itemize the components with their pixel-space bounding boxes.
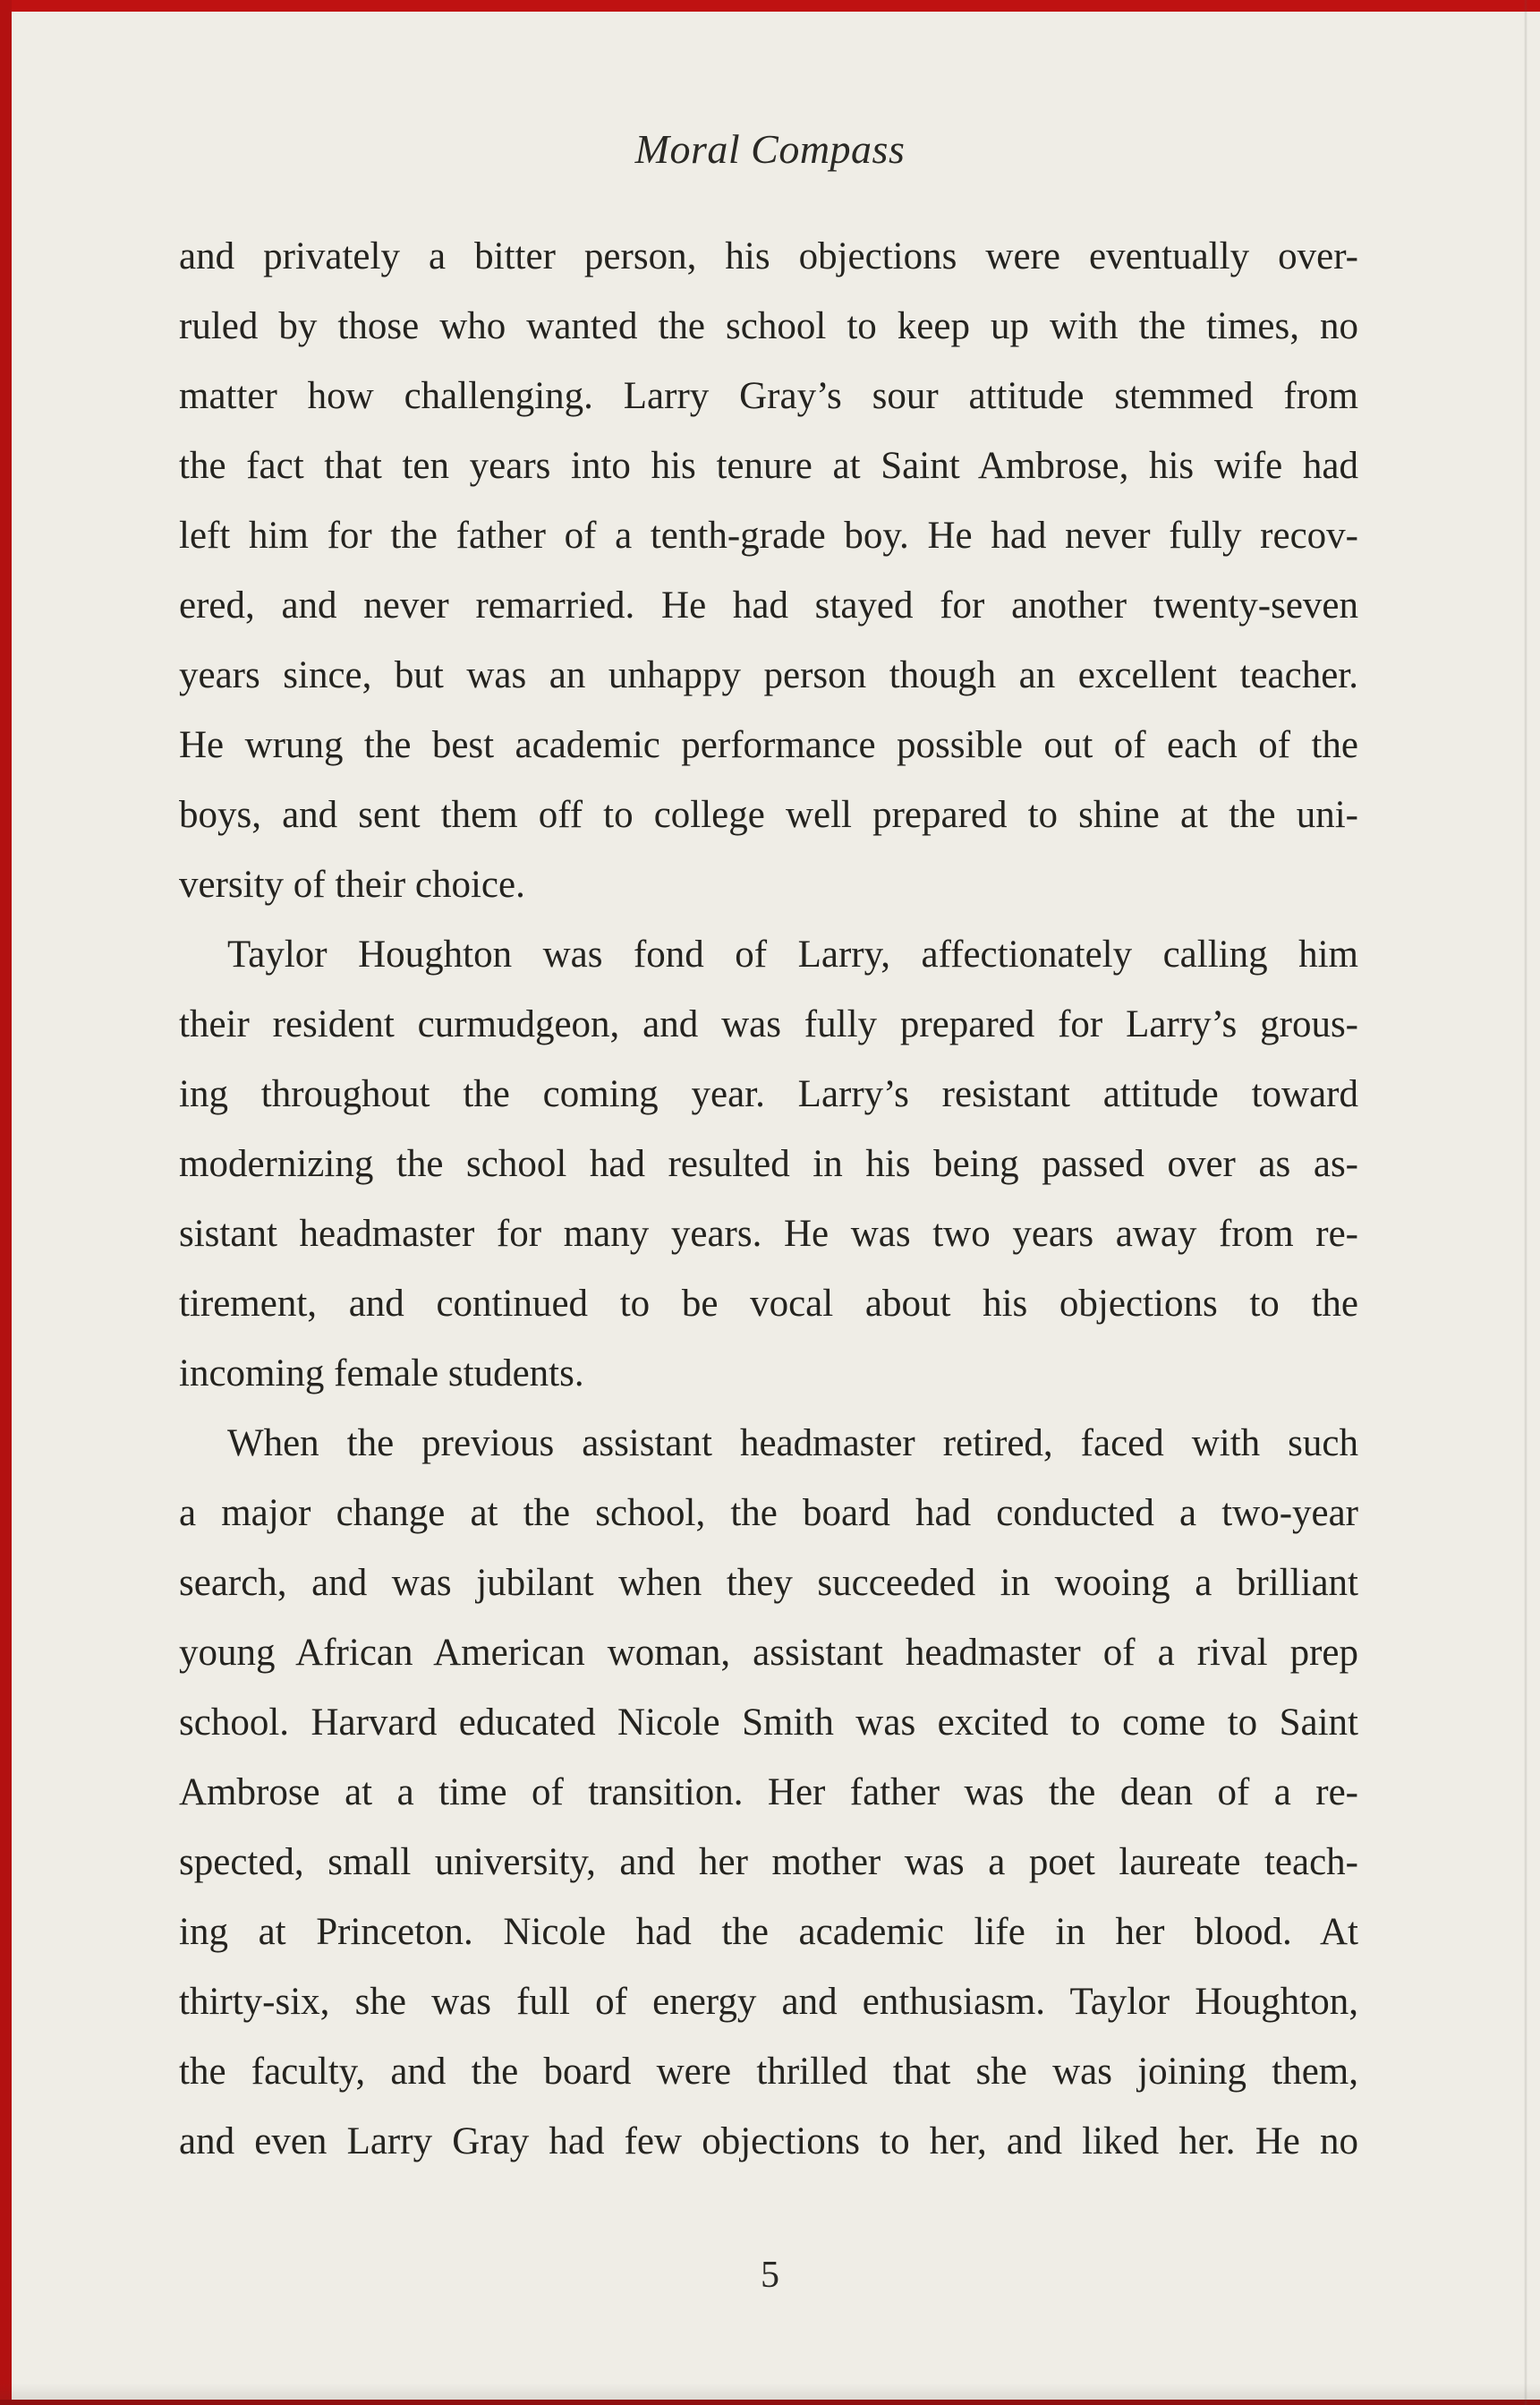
text-line: ing at Princeton. Nicole had the academic life in her blood. At (179, 1911, 1358, 1953)
text-line: spected, small university, and her mother was a poet laureate teach- (179, 1841, 1358, 1883)
text-line: and even Larry Gray had few objections to her, and liked her. He no (179, 2120, 1358, 2162)
text-line: ruled by those who wanted the school to keep up with the times, no (179, 305, 1358, 347)
page-bottom-shade (0, 2384, 1540, 2400)
text-line: matter how challenging. Larry Gray’s sour attitude stemmed from (179, 375, 1358, 417)
text-line: a major change at the school, the board had conducted a two-year (179, 1492, 1358, 1534)
text-line: the fact that ten years into his tenure at Saint Ambrose, his wife had (179, 445, 1358, 487)
body-text (179, 222, 1358, 2177)
text-line: Taylor Houghton was fond of Larry, affectionately calling him (227, 934, 1358, 976)
paragraph (179, 222, 1358, 920)
text-line: When the previous assistant headmaster retired, faced with such (227, 1422, 1358, 1464)
text-line: the faculty, and the board were thrilled that she was joining them, (179, 2051, 1358, 2093)
paragraph (179, 920, 1358, 1409)
text-line: their resident curmudgeon, and was fully prepared for Larry’s grous- (179, 1003, 1358, 1045)
paragraph (179, 1409, 1358, 2177)
text-line: tirement, and continued to be vocal about his objections to the (179, 1283, 1358, 1325)
text-line: ered, and never remarried. He had stayed for another twenty-seven (179, 584, 1358, 627)
text-line: left him for the father of a tenth-grade boy. He had never fully recov- (179, 515, 1358, 557)
book-cover-edge-top (0, 0, 1540, 12)
running-header: Moral Compass (634, 126, 906, 172)
text-line: young African American woman, assistant headmaster of a rival prep (179, 1632, 1358, 1674)
text-line: thirty-six, she was full of energy and enthusiasm. Taylor Houghton, (179, 1981, 1358, 2023)
book-cover-edge-left (0, 0, 12, 2405)
text-line: sistant headmaster for many years. He was two years away from re- (179, 1213, 1358, 1255)
text-line: school. Harvard educated Nicole Smith was excited to come to Saint (179, 1701, 1358, 1744)
text-line: years since, but was an unhappy person though an excellent teacher. (179, 654, 1358, 696)
page-number: 5 (761, 2255, 779, 2296)
text-line: and privately a bitter person, his objections were eventually over- (179, 235, 1358, 277)
book-cover-edge-bottom (0, 2400, 1540, 2405)
text-line: incoming female students. (179, 1352, 584, 1394)
text-line: ing throughout the coming year. Larry’s resistant attitude toward (179, 1073, 1358, 1115)
text-line: He wrung the best academic performance possible out of each of the (179, 724, 1358, 766)
text-line: boys, and sent them off to college well prepared to shine at the uni- (179, 794, 1358, 836)
text-line: Ambrose at a time of transition. Her father was the dean of a re- (179, 1771, 1358, 1813)
text-line: versity of their choice. (179, 864, 525, 906)
page-edge-shadow (1524, 0, 1527, 2405)
text-line: search, and was jubilant when they succeeded in wooing a brilliant (179, 1562, 1358, 1604)
text-line: modernizing the school had resulted in his being passed over as as- (179, 1143, 1358, 1185)
